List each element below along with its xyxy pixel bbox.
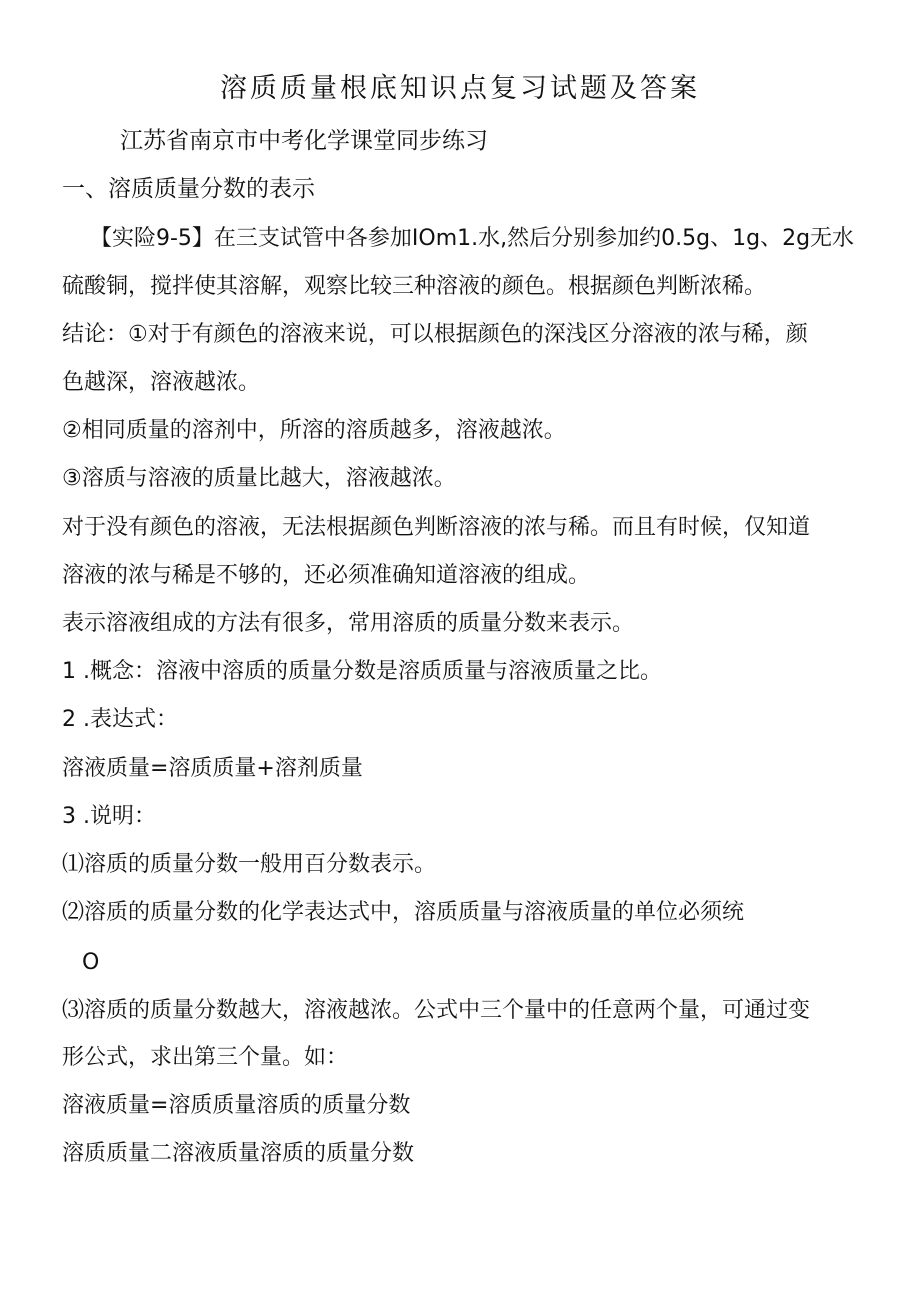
explanation-point-1: ⑴溶质的质量分数一般用百分数表示。: [62, 852, 437, 877]
section-heading: 一、溶质质量分数的表示: [62, 176, 315, 202]
explanation-point-3-line-1: ⑶溶质的质量分数越大，溶液越浓。公式中三个量中的任意两个量，可通过变: [62, 998, 811, 1023]
conclusion-line-2: 色越深，溶液越浓。: [62, 370, 261, 395]
explanation-point-3-line-2: 形公式，求出第三个量。如：: [62, 1045, 349, 1070]
conclusion-point-2: ②相同质量的溶剂中，所溶的溶质越多，溶液越浓。: [62, 418, 566, 443]
formula-line-2: 溶液质量=溶质质量溶质的质量分数: [62, 1093, 411, 1118]
explanation-heading: 3 .说明：: [62, 804, 156, 829]
paragraph-line-2: 溶液的浓与稀是不够的，还必须准确知道溶液的组成。: [62, 563, 591, 588]
formula-line-3: 溶质质量二溶液质量溶质的质量分数: [62, 1141, 415, 1166]
explanation-point-2: ⑵溶质的质量分数的化学表达式中，溶质质量与溶液质量的单位必须统: [62, 900, 745, 925]
conclusion-line-1: 结论：①对于有颜色的溶液来说，可以根据颜色的深浅区分溶液的浓与稀，颜: [62, 322, 808, 347]
experiment-line-2: 硫酸铜，搅拌使其溶解，观察比较三种溶液的颜色。根据颜色判断浓稀。: [62, 274, 767, 299]
concept-line: 1 .概念：溶液中溶质的质量分数是溶质质量与溶液质量之比。: [62, 659, 662, 684]
formula-line-1: 溶液质量=溶质质量+溶剂质量: [62, 756, 363, 781]
expression-heading: 2 .表达式：: [62, 707, 178, 732]
paragraph-line-3: 表示溶液组成的方法有很多，常用溶质的质量分数来表示。: [62, 611, 635, 636]
paragraph-line-1: 对于没有颜色的溶液，无法根据颜色判断溶液的浓与稀。而且有时候，仅知道: [62, 515, 811, 540]
experiment-line-1: 【实险9-5】在三支试管中各参加IOm1.水,然后分别参加约0.5g、1g、2g无水: [90, 226, 855, 251]
conclusion-point-3: ③溶质与溶液的质量比越大，溶液越浓。: [62, 466, 456, 491]
document-subtitle: 江苏省南京市中考化学课堂同步练习: [120, 128, 488, 154]
explanation-point-2-continuation: O: [82, 950, 100, 975]
document-title: 溶质质量根底知识点复习试题及答案: [220, 73, 700, 104]
